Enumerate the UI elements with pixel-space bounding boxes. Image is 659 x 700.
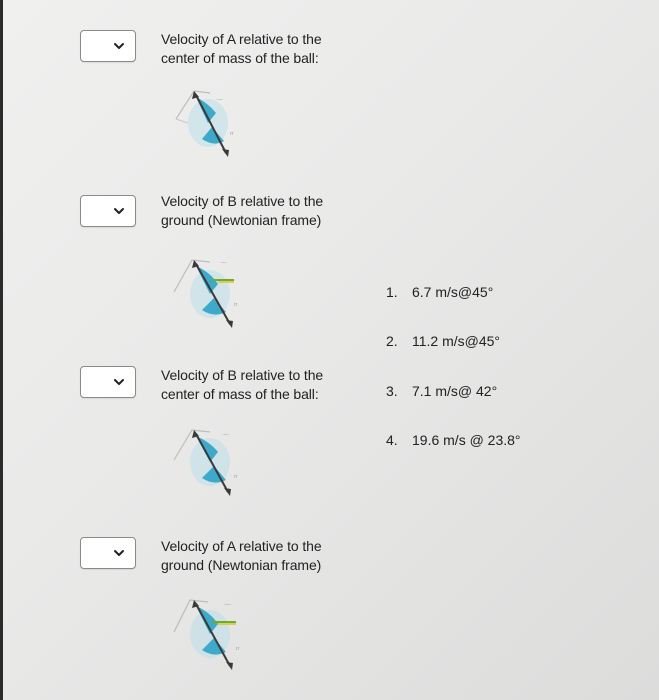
svg-text:rr: rr [230,131,234,137]
option-text: 19.6 m/s @ 23.8° [412,432,521,448]
option-number: 2. [386,333,398,349]
svg-text:·—: ·— [222,432,229,438]
question-label-4: Velocity of A relative to the ground (Newtonian frame) [161,538,322,573]
answer-option-1 [386,284,493,300]
ball-velocity-diagram-4 [168,592,248,670]
left-border [0,0,3,700]
option-text: 7.1 m/s@ 42° [412,383,498,399]
answer-dropdown-4[interactable] [80,537,136,569]
ball-velocity-diagram-1 [168,83,248,161]
answer-option-4 [386,432,521,448]
svg-text:·—: ·— [216,97,223,103]
option-text: 6.7 m/s@45° [412,284,494,300]
answer-dropdown-1[interactable] [80,30,136,62]
answer-option-3 [386,383,497,399]
answer-dropdown-3[interactable] [80,366,136,398]
chevron-down-icon [112,375,126,389]
option-number: 4. [386,432,398,448]
ball-velocity-diagram-2 [168,252,248,330]
svg-text:·—: ·— [224,602,231,608]
option-text: 11.2 m/s@45° [412,333,501,349]
chevron-down-icon [112,546,126,560]
svg-text:rr: rr [234,474,238,480]
answer-dropdown-2[interactable] [80,195,136,227]
question-label-2: Velocity of B relative to the ground (Newtonian frame) [161,193,324,228]
option-number: 1. [386,284,398,300]
option-number: 3. [386,383,398,399]
ball-velocity-diagram-3 [168,422,248,500]
svg-text:rr: rr [234,302,238,308]
chevron-down-icon [112,39,126,53]
answer-option-2 [386,333,500,349]
question-label-1: Velocity of A relative to the center of mass of the ball: [161,31,322,66]
svg-text:rr: rr [236,646,240,652]
svg-text:·—: ·— [220,260,227,266]
question-label-3: Velocity of B relative to the center of mass of the ball: [161,367,324,402]
chevron-down-icon [112,204,126,218]
